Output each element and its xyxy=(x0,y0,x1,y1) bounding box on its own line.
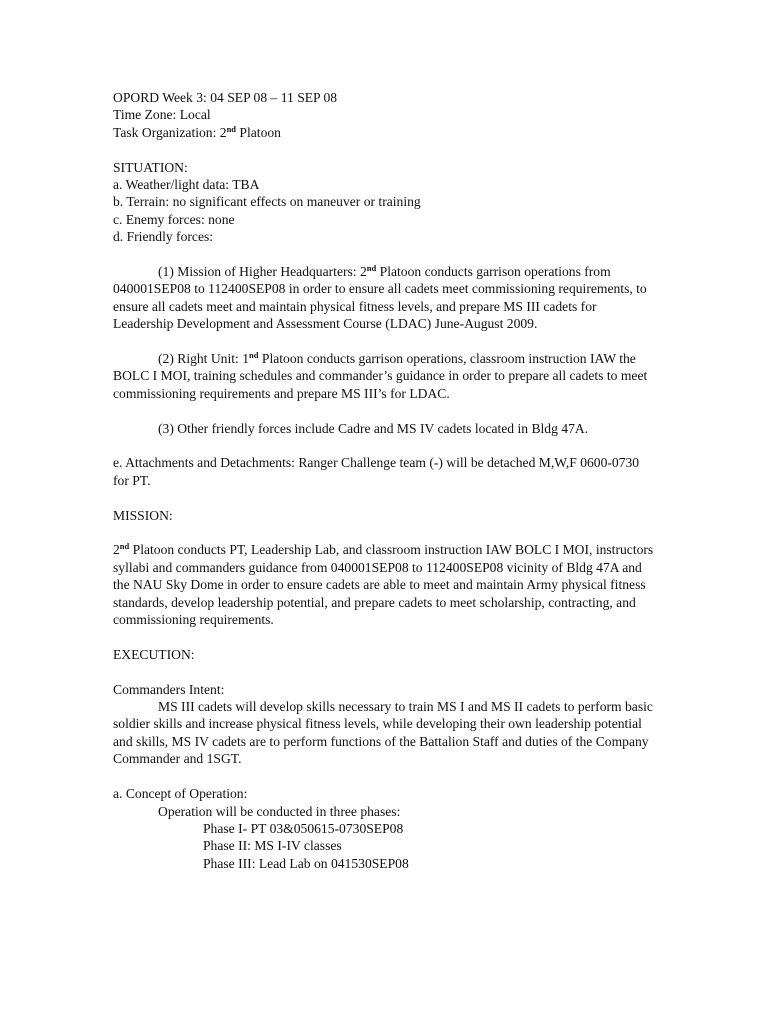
right-unit xyxy=(113,350,658,402)
higher-hq-prefix: (1) Mission of Higher Headquarters: 2 xyxy=(158,264,367,280)
mission-body xyxy=(113,541,658,628)
time-zone: Time Zone: Local xyxy=(113,107,211,123)
phase-item: Phase I- PT 03&050615-0730SEP08 xyxy=(203,820,404,836)
concept-heading: a. Concept of Operation: xyxy=(113,786,248,802)
task-org-prefix: Task Organization: 2 xyxy=(113,124,227,140)
attachments-detachments: e. Attachments and Detachments: Ranger Challenge team (-) will be detached M,W,F 0600-0730 for PT. xyxy=(113,455,640,488)
right-unit-sup: nd xyxy=(249,350,259,361)
higher-hq-mission xyxy=(113,263,658,333)
document-page xyxy=(113,89,658,872)
situation-friendly: d. Friendly forces: xyxy=(113,229,214,245)
situation-heading: SITUATION: xyxy=(113,159,188,175)
higher-hq-sup: nd xyxy=(366,263,377,274)
opord-title: OPORD Week 3: 04 SEP 08 – 11 SEP 08 xyxy=(113,90,338,105)
right-unit-suffix: Platoon conducts garrison operations, classroom instruction IAW the BOLC I MOI, training schedules and commander’s guidance in order to prepare all cadets to meet commissioning requirements and prepare MS III’s for LDAC. xyxy=(113,351,648,401)
higher-hq-suffix: Platoon conducts garrison operations from 040001SEP08 to 112400SEP08 in order to ensure all cadets meet commissioning requirements, to ensure all cadets meet and maintain physical fitness levels, and prepare MS III cadets for Leadership Development and Assessment Course (LDAC) June-August 2009. xyxy=(113,264,647,332)
other-friendly-forces: (3) Other friendly forces include Cadre and MS IV cadets located in Bldg 47A. xyxy=(158,420,589,436)
phase-item: Phase III: Lead Lab on 041530SEP08 xyxy=(203,855,409,871)
mission-sup: nd xyxy=(119,541,130,552)
task-org-sup: nd xyxy=(226,123,237,134)
mission-suffix: Platoon conducts PT, Leadership Lab, and classroom instruction IAW BOLC I MOI, instructors syllabi and commanders guidance from 040001SEP08 to 112400SEP08 vicinity of Bldg 47A and the NAU Sky Dome in order to ensure cadets are able to meet and maintain Army physical fitness standards, develop leadership potential, and prepare cadets to meet scholarship, contracting, and commissioning requirements. xyxy=(113,542,654,628)
execution-heading: EXECUTION: xyxy=(113,646,195,662)
situation-weather: a. Weather/light data: TBA xyxy=(113,177,260,193)
task-org-suffix: Platoon xyxy=(236,124,281,140)
task-organization xyxy=(113,124,658,141)
phase-item: Phase II: MS I-IV classes xyxy=(203,838,342,854)
mission-heading: MISSION: xyxy=(113,507,173,523)
situation-terrain: b. Terrain: no significant effects on maneuver or training xyxy=(113,194,421,210)
mission-prefix: 2 xyxy=(113,542,120,558)
commanders-intent-heading: Commanders Intent: xyxy=(113,681,225,697)
commanders-intent-body: MS III cadets will develop skills necessary to train MS I and MS II cadets to perform basic soldier skills and increase physical fitness levels, while developing their own leadership potential and skills, MS IV cadets are to perform functions of the Battalion Staff and duties of the Company Commander and 1SGT. xyxy=(113,699,653,767)
situation-enemy: c. Enemy forces: none xyxy=(113,211,235,227)
concept-intro: Operation will be conducted in three phases: xyxy=(158,803,401,819)
right-unit-prefix: (2) Right Unit: 1 xyxy=(158,351,250,367)
